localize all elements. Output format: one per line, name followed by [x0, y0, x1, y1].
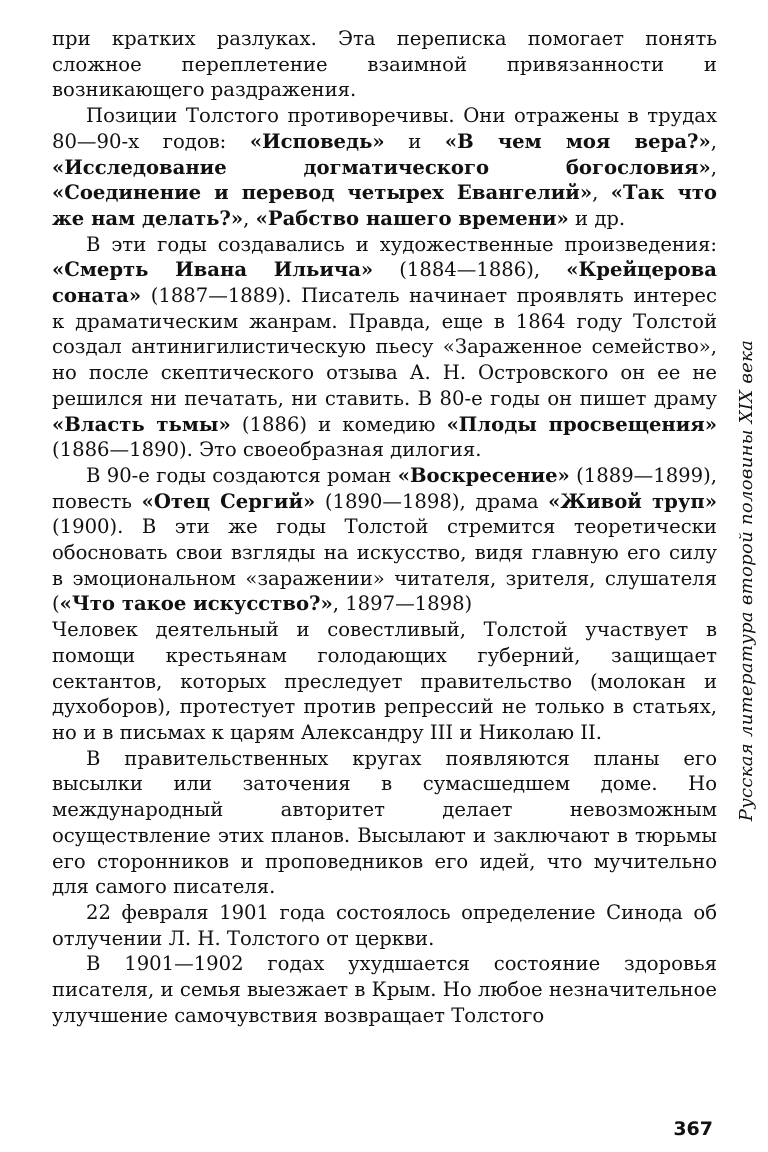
text-run: и — [384, 129, 445, 153]
work-title: «Власть тьмы» — [52, 412, 231, 436]
text-run: В 90-е годы создаются роман — [86, 463, 398, 487]
running-header — [728, 40, 766, 1120]
paragraph — [52, 463, 717, 617]
text-run: , — [243, 206, 256, 230]
paragraph — [52, 103, 717, 232]
text-run: , 1897—1898) — [332, 592, 473, 616]
text-run: (1884—1886), — [373, 258, 567, 282]
work-title: «Рабство нашего времени» — [255, 206, 569, 230]
text-run: , — [710, 129, 717, 153]
paragraph — [52, 232, 717, 463]
work-title: «В чем моя вера?» — [444, 129, 711, 153]
text-run: при кратких разлуках. Эта переписка помогает понять сложное переплетение взаимной привязанности и возникающего раздражения. — [52, 27, 717, 102]
text-run: В эти годы создавались и художественные произведения: — [86, 232, 717, 256]
work-title: «Отец Сергий» — [141, 489, 316, 513]
paragraph — [52, 951, 717, 1028]
text-run: и др. — [568, 206, 626, 230]
text-run: (1887—1889). Писатель начинает проявлять интерес к драматическим жанрам. Правда, еще в 1864 году Толстой создал антинигилистическую пьесу «Зараженное семейство», но после скептического отзыва А. Н. Островского он ее не решился ни печатать, ни ставить. В 80-е годы он пишет драму — [52, 284, 717, 410]
work-title: «Так что же нам делать?» — [52, 181, 717, 230]
text-run: 22 февраля 1901 года состоялось определение Синода об отлучении Л. Н. Толстого от церкви. — [52, 900, 717, 950]
page-number: 367 — [673, 1118, 713, 1140]
work-title: «Воскресение» — [397, 463, 570, 487]
paragraph — [52, 617, 717, 746]
paragraph — [52, 746, 717, 900]
work-title: «Крейцерова соната» — [52, 258, 717, 308]
work-title: «Соединение и перевод четырех Евангелий» — [52, 181, 593, 205]
work-title: «Живой труп» — [548, 489, 717, 513]
work-title: «Исследование догматического богословия» — [52, 155, 711, 179]
text-run: (1889—1899), повесть — [52, 463, 717, 513]
work-title: «Плоды просвещения» — [446, 412, 718, 436]
running-header-text: Русская литература второй половины XIX века — [736, 339, 758, 821]
text-run: В правительственных кругах появляются планы его высылки или заточения в сумасшедшем доме. Но международный авторитет делает невозможным осуществление этих планов. Высылают и заключают в тюрьмы его сторонников и проповедников его идей, что мучительно для самого писателя. — [52, 746, 717, 899]
work-title: «Что такое искусство?» — [59, 592, 333, 616]
text-run: Позиции Толстого противоречивы. Они отражены в трудах 80—90-х годов: — [52, 104, 717, 153]
text-run: , — [710, 155, 717, 179]
page-body — [52, 26, 717, 1028]
paragraph — [52, 900, 717, 951]
text-run: В 1901—1902 годах ухудшается состояние здоровья писателя, и семья выезжает в Крым. Но любое незначительное улучшение самочувствия возвращает Толстого — [52, 952, 717, 1027]
text-run: (1886—1890). Это своеобразная дилогия. — [52, 438, 482, 462]
text-run: (1890—1898), драма — [315, 489, 549, 513]
text-run: (1900). В эти же годы Толстой стремится теоретически обосновать свои взгляды на искусство, видя главную его силу в эмоциональном «заражении» читателя, зрителя, слушателя ( — [52, 515, 717, 616]
text-run: (1886) и комедию — [230, 412, 447, 436]
text-run: , — [592, 181, 611, 205]
work-title: «Смерть Ивана Ильича» — [52, 258, 374, 282]
paragraph — [52, 26, 717, 103]
work-title: «Исповедь» — [249, 129, 385, 153]
text-run: Человек деятельный и совестливый, Толстой участвует в помощи крестьянам голодающих губерний, защищает сектантов, которых преследует правительство (молокан и духоборов), протестует против репрессий не только в статьях, но и в письмах к царям Александру III и Николаю II. — [52, 618, 717, 744]
